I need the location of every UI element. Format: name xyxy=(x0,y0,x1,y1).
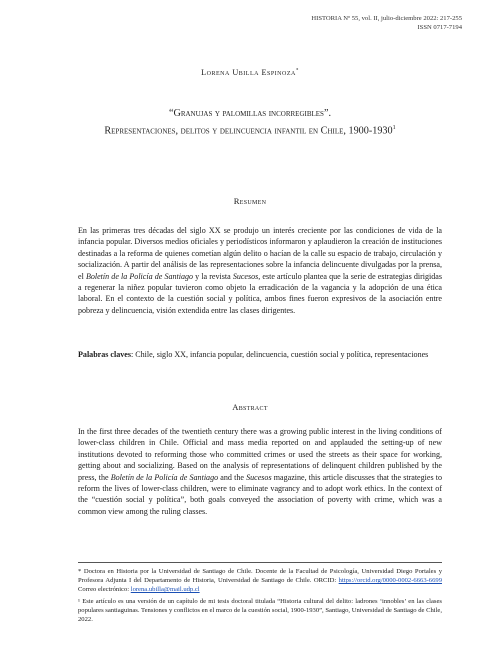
footnote-1: ¹ Este artículo es una versión de un capítulo de mi tesis doctoral titulada “Historia cultural del delito: ladrones ‘innobles’ en las clases populares santiaguinas. Tensiones y conflictos en el marco de la cuestión social, 1900-1930”, Santiago, Universidad de Santiago de Chile, 2022. xyxy=(78,598,442,623)
footnote-author: * Doctora en Historia por la Universidad de Santiago de Chile. Docente de la Facultad de Psicología, Universidad Diego Portales y Profesora Adjunta I del Departamento de Historia, Universidad de Santiago de Chile. ORCID: https://orcid.org/0000-0002-6663-6699 Correo electrónico: lorena.ubilla@mail.udp.cl xyxy=(78,568,442,593)
title-footnote-marker: 1 xyxy=(392,125,396,131)
title-line-1: “Granujas y palomillas incorregibles”. xyxy=(168,108,332,119)
resumen-paragraph: En las primeras tres décadas del siglo XX se produjo un interés creciente por las condiciones de vida de la infancia popular. Diversos medios oficiales y periodísticos informaron y aplaudieron la creación de instituciones destinadas a la reforma de quienes cometían algún delito o hacían de la calle su espacio de trabajo, circulación y socialización. A partir del análisis de las representaciones sobre la infancia delincuente divulgadas por la prensa, el Boletín de la Policía de Santiago y la revista Sucesos, este artículo plantea que la serie de estrategias dirigidas a regenerar la niñez popular tuvieron como objeto la erradicación de la vagancia y la adopción de una ética laboral. En el contexto de la cuestión social y política, ambos fines fueron expresivos de la asociación entre pobreza y delincuencia, visión extendida entre las clases dirigentes. xyxy=(78,226,442,315)
resumen-italic-boletin: Boletín de la Policía de Santiago xyxy=(85,271,194,281)
abstract-italic-sucesos: Sucesos xyxy=(246,472,272,482)
journal-issue: HISTORIA Nº 55, vol. II, julio-diciembre 2022: 217-255 xyxy=(311,15,462,22)
abstract-italic-boletin: Boletín de la Policía de Santiago xyxy=(110,472,219,482)
abstract-heading: Abstract xyxy=(232,402,268,412)
title-line-2: Representaciones, delitos y delincuencia infantil en Chile, 1900-1930$^1$ xyxy=(104,125,396,137)
abstract-paragraph: In the first three decades of the twentieth century there was a growing public interest in the living conditions of lower-class children in Chile. Official and mass media reported on and applauded the setting-up of new institutions devoted to reforming those who committed crimes or used the streets as their space for working, getting about and socializing. Based on the analysis of representations of delinquent children published by the press, the Boletín de la Policía de Santiago and the Sucesos magazine, this article discusses that the strategies to reform the lives of lower-class children, were to eliminate vagrancy and to adopt work ethics. In the context of the “cuestión social y política”, both goals conveyed the association of poverty with crime, which was a common view among the ruling classes. xyxy=(78,427,443,516)
footnotes xyxy=(78,562,442,627)
resumen-italic-sucesos: Sucesos xyxy=(232,271,259,281)
journal-header xyxy=(311,14,462,32)
author-name: Lorena Ubilla Espinoza* xyxy=(201,68,299,77)
author-footnote-marker: * xyxy=(295,68,299,74)
keywords-paragraph xyxy=(78,349,442,360)
keywords-label: Palabras claves xyxy=(78,350,131,359)
resumen-heading: Resumen xyxy=(233,196,267,206)
orcid-link[interactable]: https://orcid.org/0000-0002-6663-6699 xyxy=(338,577,442,584)
article-title xyxy=(0,107,500,138)
journal-issn: ISSN 0717-7194 xyxy=(417,24,462,31)
email-link[interactable]: lorena.ubilla@mail.udp.cl xyxy=(130,586,200,593)
keywords-list: : Chile, siglo XX, infancia popular, delincuencia, cuestión social y política, representaciones xyxy=(130,350,429,359)
